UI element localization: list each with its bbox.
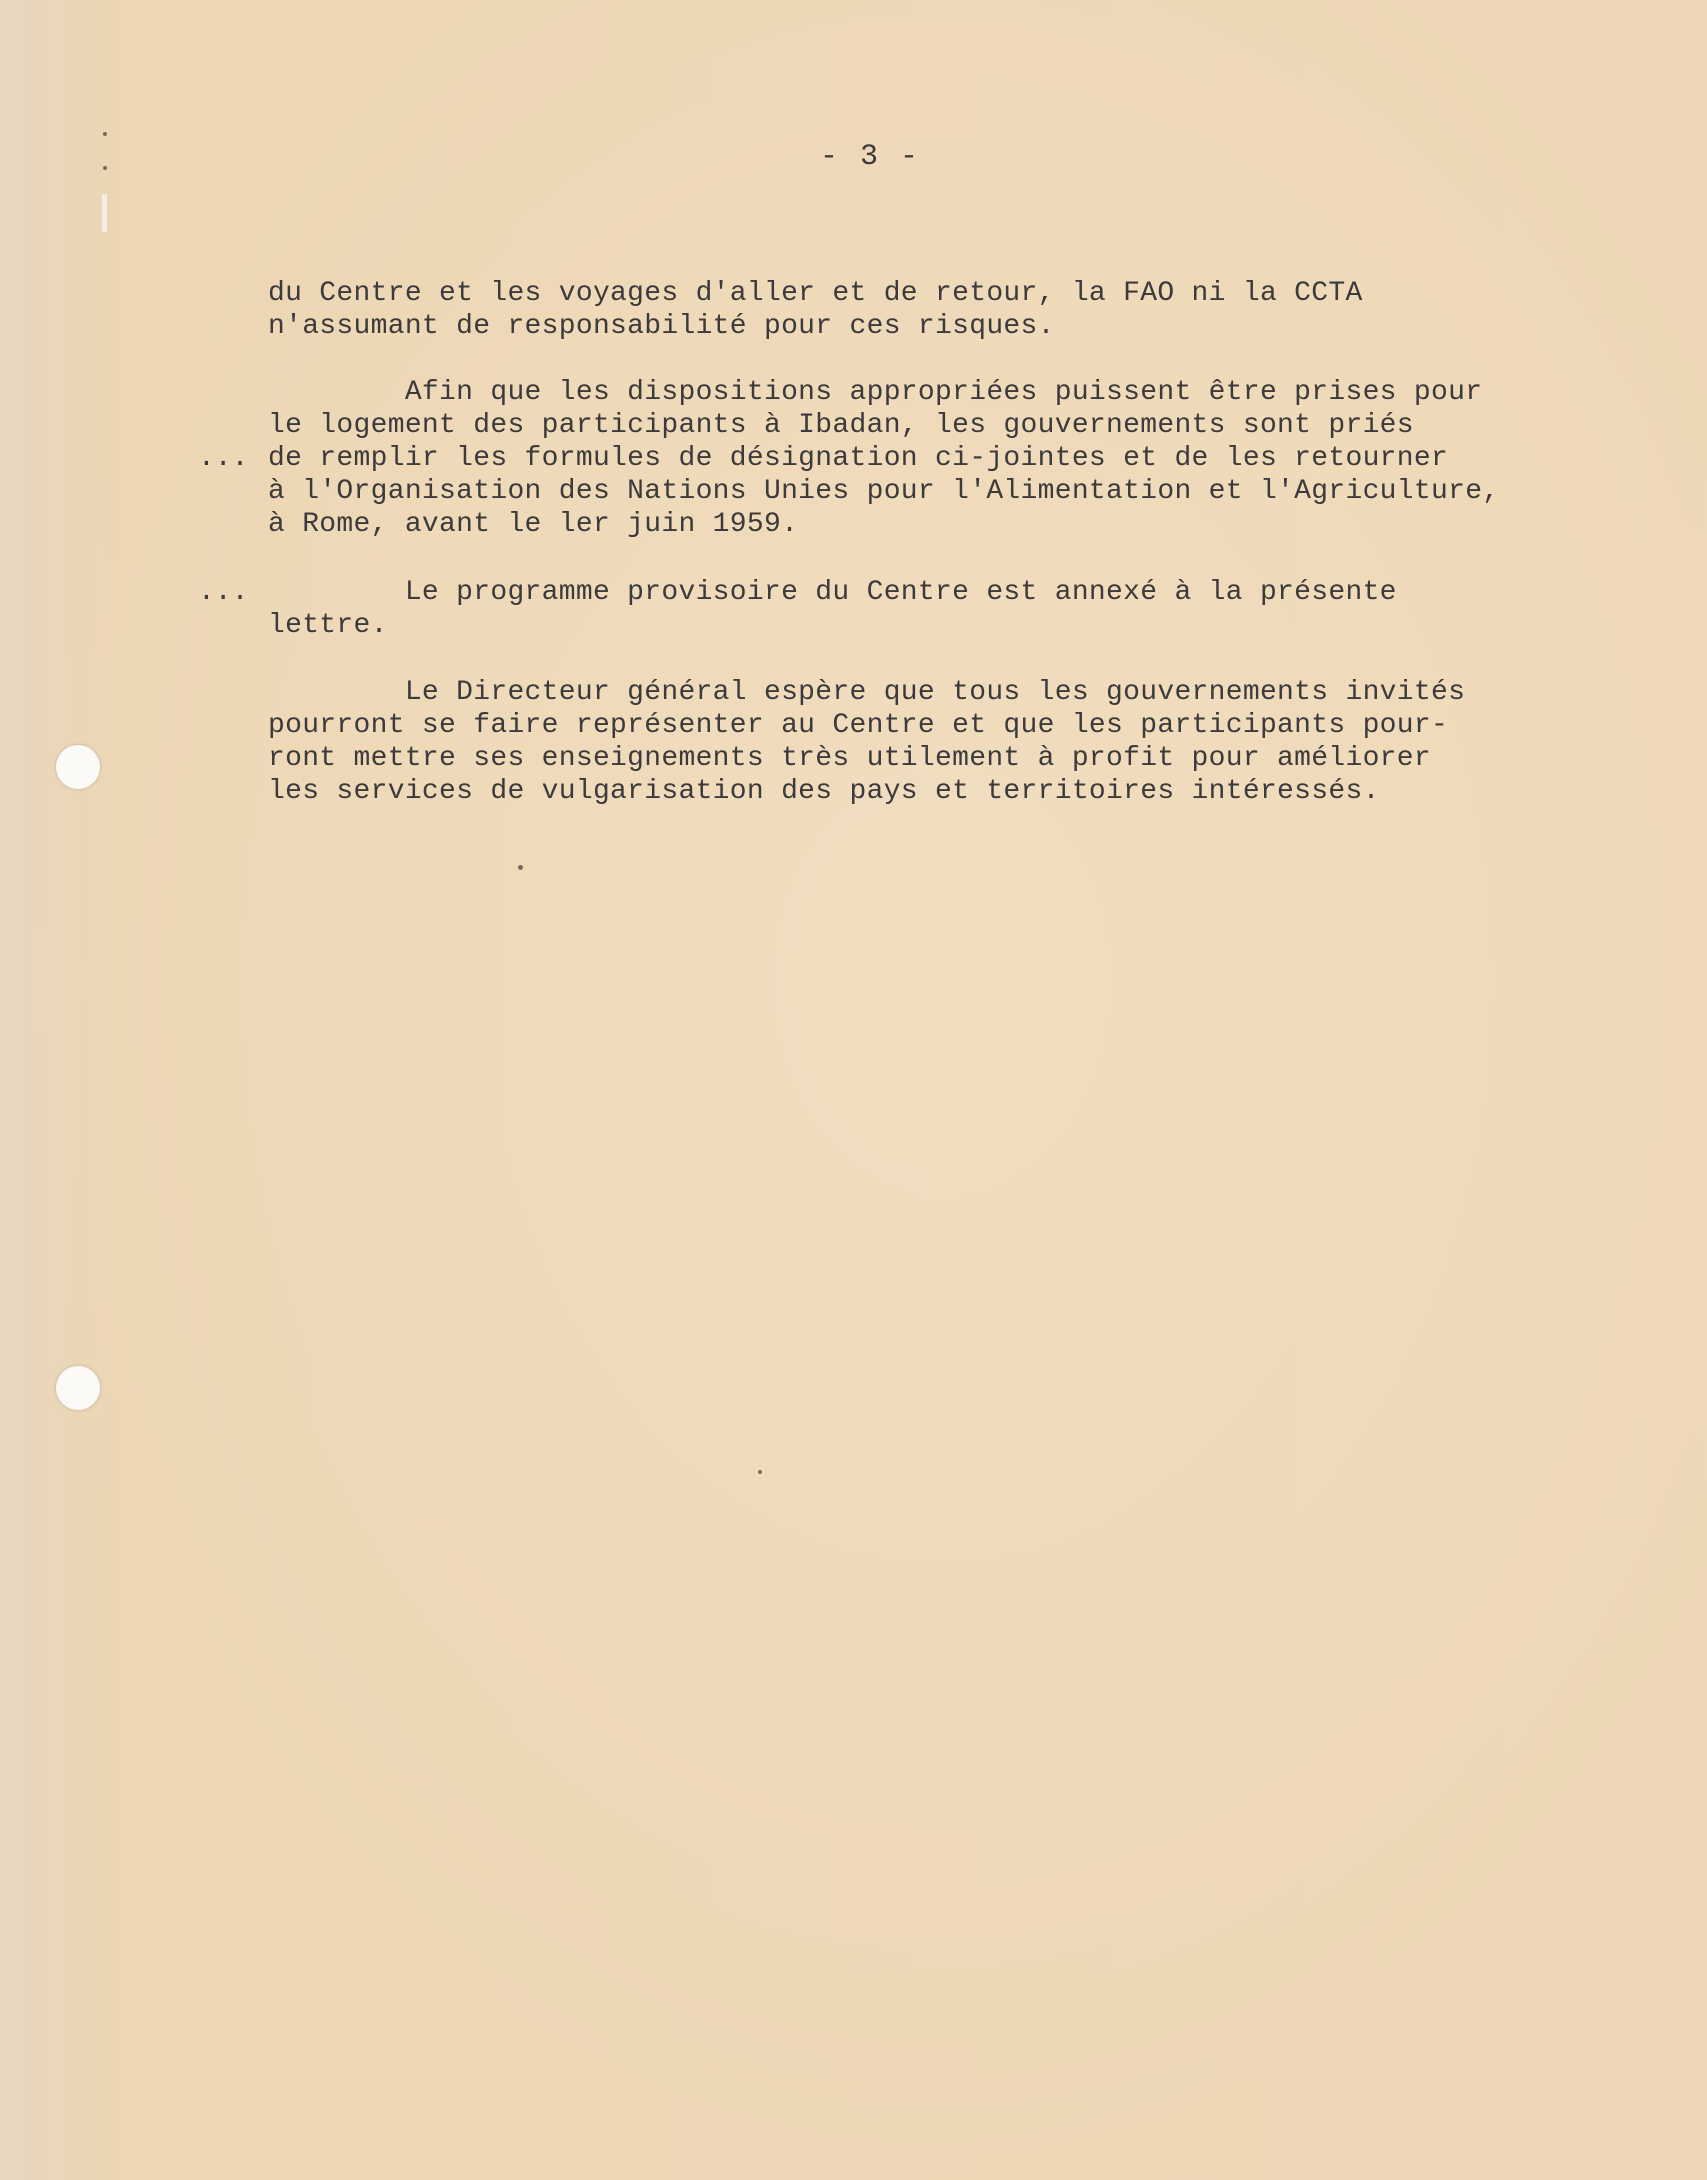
paragraph-3: Le programme provisoire du Centre est annexé à la présente lettre. <box>268 577 1397 641</box>
paragraph-1: du Centre et les voyages d'aller et de retour, la FAO ni la CCTA n'assumant de responsabilité pour ces risques. <box>268 278 1363 342</box>
paper-speck <box>518 865 523 870</box>
paragraph-4: Le Directeur général espère que tous les gouvernements invités pourront se faire représenter au Centre et que les participants pour- ront mettre ses enseignements très utilement à profit pour améliorer les services de vulgarisation des pays et territoires intéressés. <box>268 677 1466 807</box>
punch-hole-top <box>56 745 100 789</box>
paper-speck <box>103 166 107 170</box>
paper-speck <box>103 132 107 136</box>
page-number: - 3 - <box>820 140 921 174</box>
binder-mark <box>102 194 107 232</box>
margin-mark-2: ... <box>198 577 249 608</box>
paper-speck <box>758 1470 762 1474</box>
page-edge-shading <box>0 0 120 2180</box>
paragraph-2: Afin que les dispositions appropriées puissent être prises pour le logement des participants à Ibadan, les gouvernements sont priés de remplir les formules de désignation ci-jointes et de les retourner à l'Organisation des Nations Unies pour l'Alimentation et l'Agriculture, à Rome, avant le ler juin 1959. <box>268 377 1500 540</box>
margin-mark-1: ... <box>198 443 249 474</box>
punch-hole-bottom <box>56 1366 100 1410</box>
